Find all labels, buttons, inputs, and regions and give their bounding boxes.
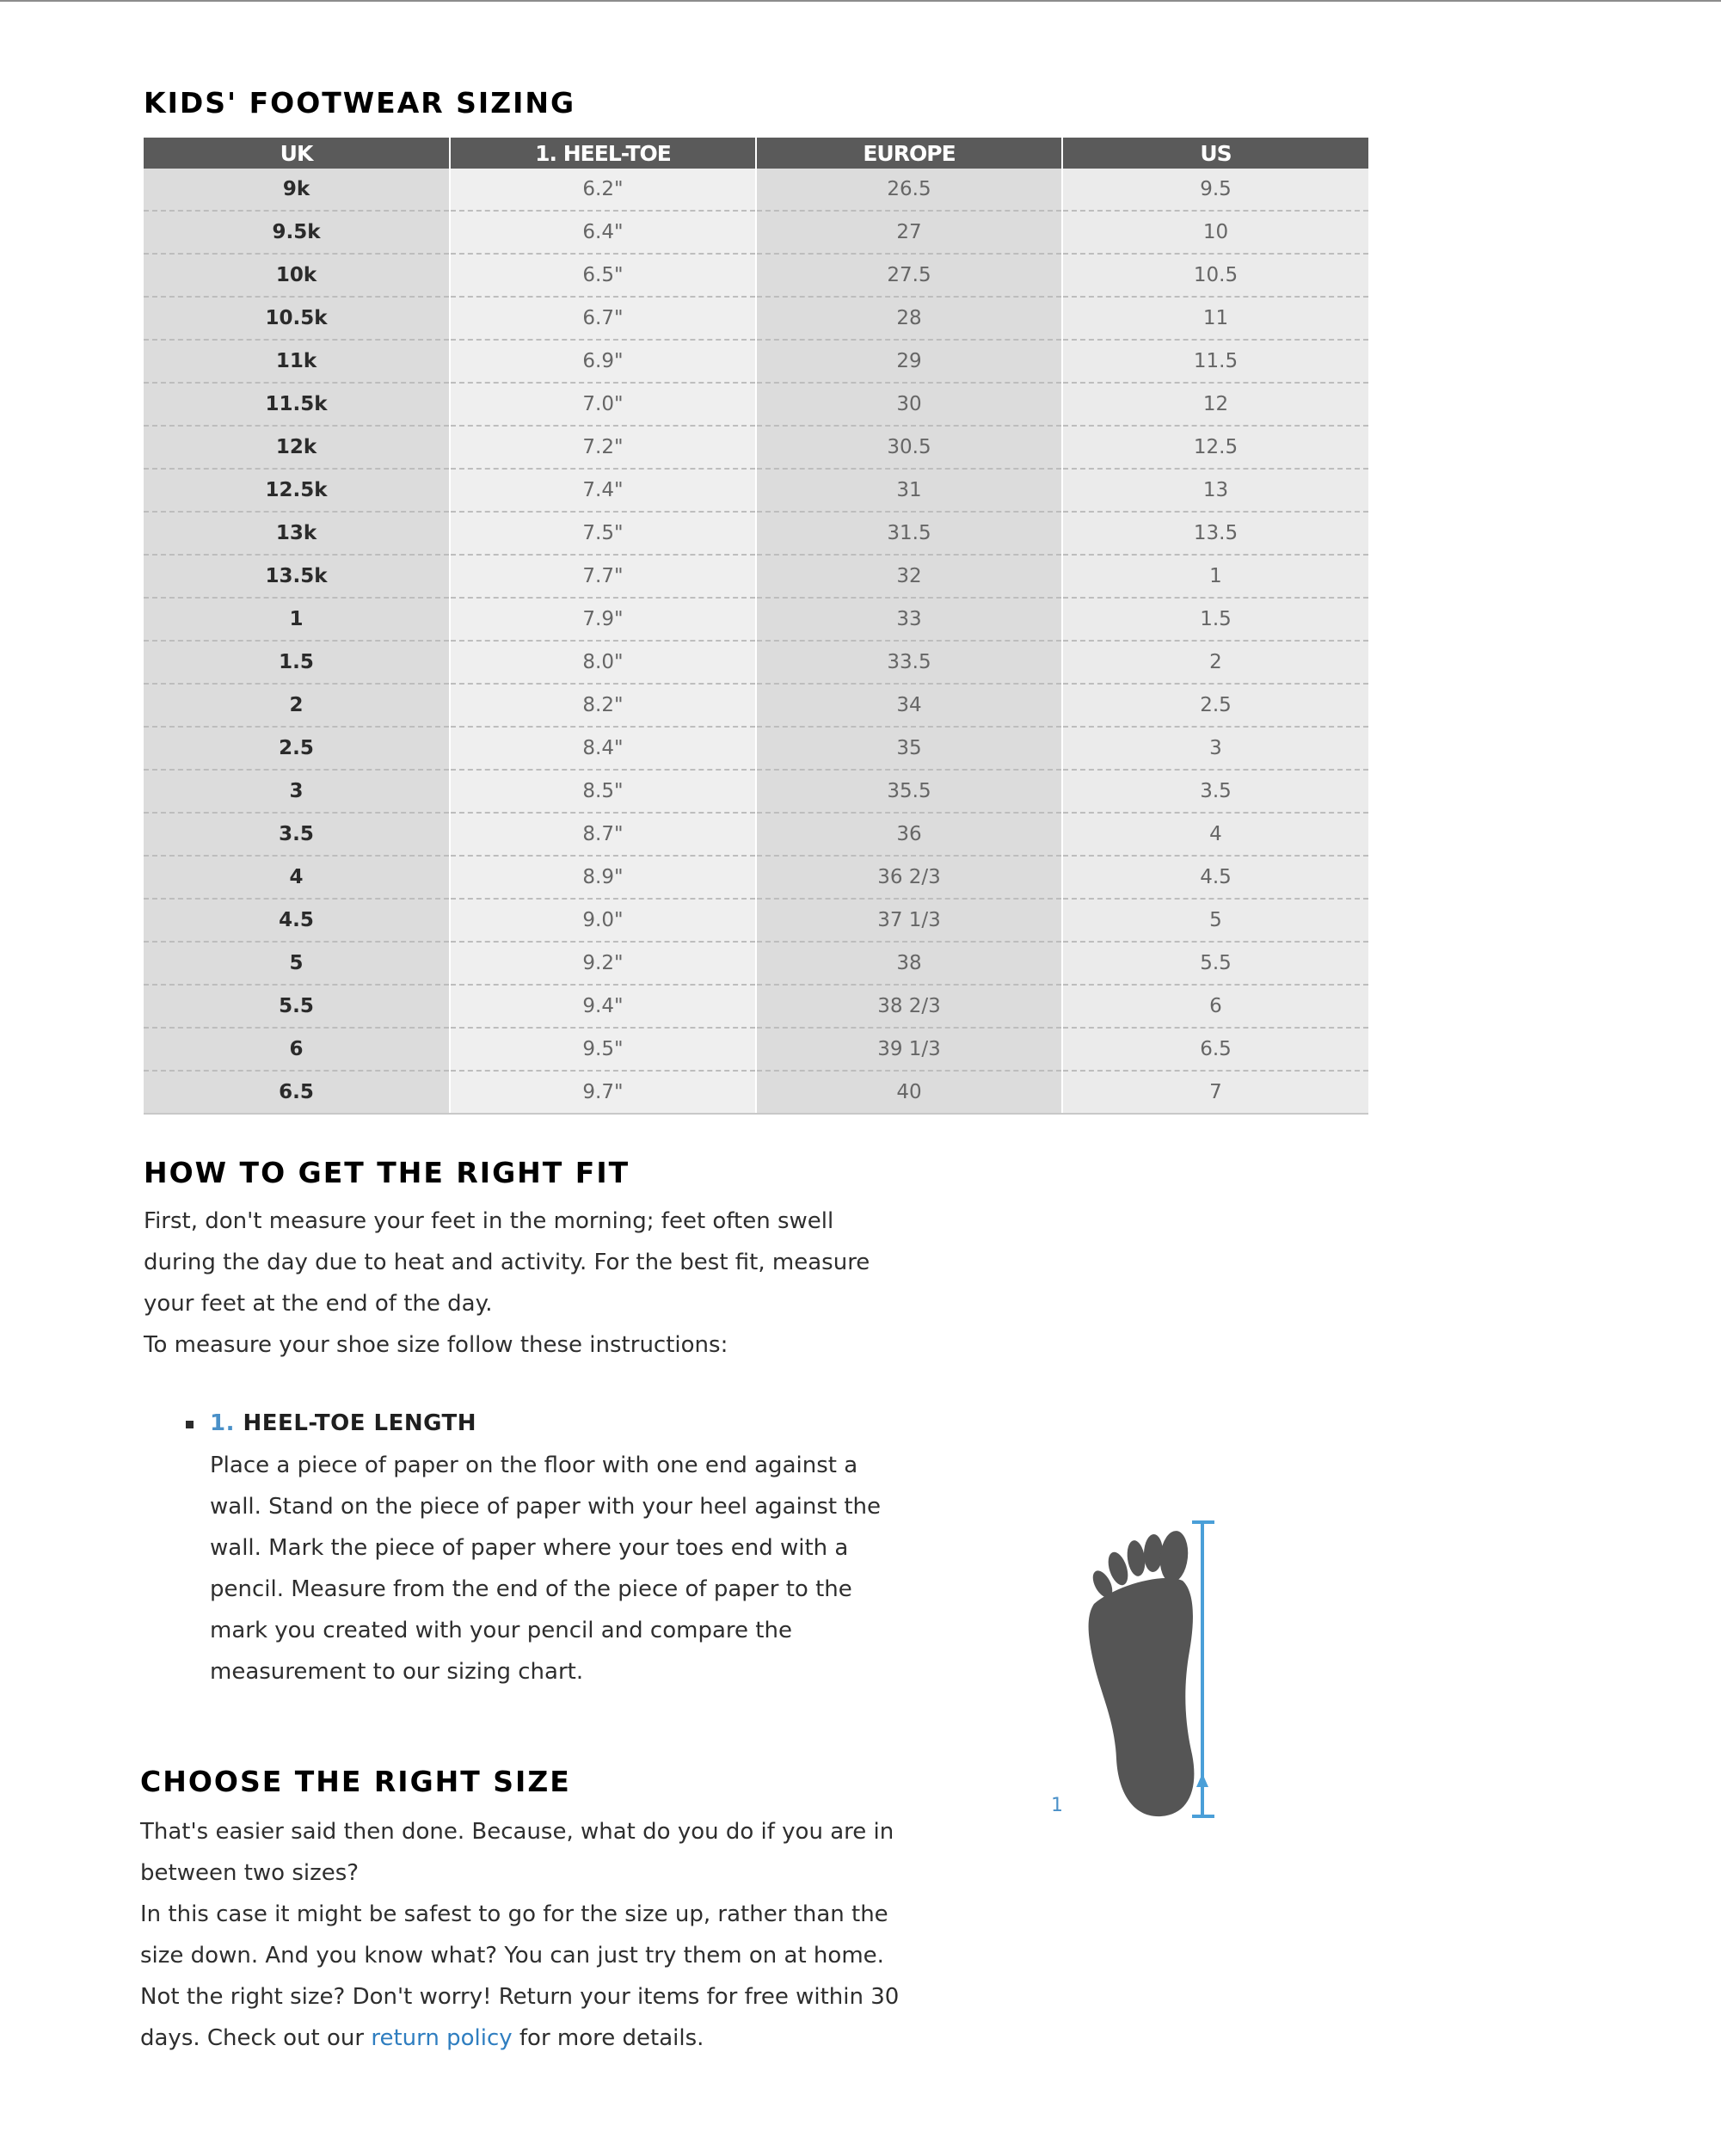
us-size-cell: 11.5 [1062,340,1368,383]
us-size-cell: 4 [1062,813,1368,856]
table-row [144,813,1368,856]
uk-size-cell: 13.5k [144,555,450,598]
column-header-us: US [1062,138,1368,169]
table-row [144,426,1368,469]
europe-size-cell: 37 1/3 [756,899,1062,942]
table-row [144,383,1368,426]
europe-size-cell: 35 [756,727,1062,770]
heel-toe-cell: 7.2" [450,426,756,469]
uk-size-cell: 4.5 [144,899,450,942]
us-size-cell: 2.5 [1062,684,1368,727]
table-row [144,512,1368,555]
heel-toe-cell: 8.5" [450,770,756,813]
table-row [144,169,1368,211]
foot-icon [1032,1505,1256,1832]
europe-size-cell: 30.5 [756,426,1062,469]
heel-toe-cell: 6.2" [450,169,756,211]
sizing-table [144,138,1368,1115]
heel-toe-cell: 6.5" [450,254,756,297]
fit-intro-block [144,1201,900,1366]
uk-size-cell: 3 [144,770,450,813]
us-size-cell: 5.5 [1062,942,1368,985]
europe-size-cell: 30 [756,383,1062,426]
fit-intro-text: First, don't measure your feet in the morning; feet often swell during the day due to heat and activity. For the best fit, measure your feet at the end of the day. [144,1208,870,1317]
table-row [144,985,1368,1028]
europe-size-cell: 35.5 [756,770,1062,813]
foot-measurement-illustration [1032,1505,1256,1832]
us-size-cell: 9.5 [1062,169,1368,211]
europe-size-cell: 26.5 [756,169,1062,211]
heel-toe-cell: 8.7" [450,813,756,856]
uk-size-cell: 11k [144,340,450,383]
heel-toe-cell: 8.0" [450,641,756,684]
uk-size-cell: 2.5 [144,727,450,770]
table-row [144,684,1368,727]
column-header-europe: EUROPE [756,138,1062,169]
fit-section-title: HOW TO GET THE RIGHT FIT [144,1156,630,1189]
heel-toe-cell: 7.7" [450,555,756,598]
column-header-heel-toe: 1. HEEL-TOE [450,138,756,169]
uk-size-cell: 9.5k [144,211,450,254]
us-size-cell: 2 [1062,641,1368,684]
europe-size-cell: 29 [756,340,1062,383]
uk-size-cell: 10.5k [144,297,450,340]
uk-size-cell: 1.5 [144,641,450,684]
table-row [144,555,1368,598]
step-number: 1. [210,1410,235,1436]
table-body [144,169,1368,1114]
us-size-cell: 13 [1062,469,1368,512]
size-paragraph-3-start: Not the right size? Don't worry! Return your items for free within 30 days. Check out our [140,1984,900,2051]
table-row [144,598,1368,641]
us-size-cell: 1.5 [1062,598,1368,641]
heel-toe-cell: 9.5" [450,1028,756,1071]
us-size-cell: 12.5 [1062,426,1368,469]
table-row [144,254,1368,297]
table-row [144,211,1368,254]
table-row [144,856,1368,899]
europe-size-cell: 33 [756,598,1062,641]
table-row [144,727,1368,770]
heel-toe-cell: 9.7" [450,1071,756,1114]
step-body: Place a piece of paper on the floor with one end against a wall. Stand on the piece of paper with your heel against the wall. Mark the piece of paper where your toes end with a pencil. Measure from the end of the piece of paper to the mark you created with your pencil and compare the measurement to our sizing chart. [210,1453,881,1685]
uk-size-cell: 10k [144,254,450,297]
heel-toe-cell: 9.2" [450,942,756,985]
bullet-icon [186,1421,194,1428]
us-size-cell: 3.5 [1062,770,1368,813]
uk-size-cell: 1 [144,598,450,641]
table-header-row [144,138,1368,169]
size-text-block [140,1811,914,2059]
heel-toe-cell: 7.0" [450,383,756,426]
us-size-cell: 10.5 [1062,254,1368,297]
us-size-cell: 4.5 [1062,856,1368,899]
europe-size-cell: 36 [756,813,1062,856]
uk-size-cell: 6.5 [144,1071,450,1114]
heel-toe-cell: 9.4" [450,985,756,1028]
us-size-cell: 11 [1062,297,1368,340]
heel-toe-cell: 7.4" [450,469,756,512]
europe-size-cell: 31 [756,469,1062,512]
table-row [144,340,1368,383]
europe-size-cell: 38 2/3 [756,985,1062,1028]
uk-size-cell: 12k [144,426,450,469]
uk-size-cell: 12.5k [144,469,450,512]
europe-size-cell: 32 [756,555,1062,598]
europe-size-cell: 31.5 [756,512,1062,555]
uk-size-cell: 13k [144,512,450,555]
uk-size-cell: 5 [144,942,450,985]
europe-size-cell: 40 [756,1071,1062,1114]
europe-size-cell: 36 2/3 [756,856,1062,899]
uk-size-cell: 9k [144,169,450,211]
us-size-cell: 1 [1062,555,1368,598]
table-row [144,297,1368,340]
table-row [144,641,1368,684]
europe-size-cell: 33.5 [756,641,1062,684]
uk-size-cell: 4 [144,856,450,899]
uk-size-cell: 11.5k [144,383,450,426]
heel-toe-cell: 6.9" [450,340,756,383]
uk-size-cell: 5.5 [144,985,450,1028]
heel-toe-cell: 8.9" [450,856,756,899]
size-section-title: CHOOSE THE RIGHT SIZE [140,1765,571,1798]
uk-size-cell: 3.5 [144,813,450,856]
table-row [144,469,1368,512]
table-row [144,770,1368,813]
us-size-cell: 10 [1062,211,1368,254]
heel-toe-cell: 8.4" [450,727,756,770]
heel-toe-cell: 6.7" [450,297,756,340]
size-paragraph-3-end: for more details. [512,2025,704,2051]
europe-size-cell: 38 [756,942,1062,985]
us-size-cell: 6.5 [1062,1028,1368,1071]
heel-toe-cell: 6.4" [450,211,756,254]
table-row [144,942,1368,985]
uk-size-cell: 2 [144,684,450,727]
heel-toe-cell: 8.2" [450,684,756,727]
europe-size-cell: 39 1/3 [756,1028,1062,1071]
heel-toe-cell: 9.0" [450,899,756,942]
europe-size-cell: 27 [756,211,1062,254]
europe-size-cell: 34 [756,684,1062,727]
us-size-cell: 7 [1062,1071,1368,1114]
us-size-cell: 5 [1062,899,1368,942]
column-header-uk: UK [144,138,450,169]
fit-instructions-lead: To measure your shoe size follow these instructions: [144,1332,728,1358]
us-size-cell: 3 [1062,727,1368,770]
size-paragraph-1: That's easier said then done. Because, what do you do if you are in between two sizes? [140,1819,894,1886]
table-row [144,1071,1368,1114]
us-size-cell: 13.5 [1062,512,1368,555]
table-row [144,1028,1368,1071]
top-divider [0,0,1721,2]
illustration-label: 1 [1051,1795,1063,1816]
step-title-text: HEEL-TOE LENGTH [243,1410,476,1436]
table-row [144,899,1368,942]
return-policy-link[interactable]: return policy [371,2025,513,2051]
uk-size-cell: 6 [144,1028,450,1071]
us-size-cell: 6 [1062,985,1368,1028]
heel-toe-cell: 7.9" [450,598,756,641]
europe-size-cell: 27.5 [756,254,1062,297]
size-paragraph-2: In this case it might be safest to go for the size up, rather than the size down. And you know what? You can just try them on at home. [140,1901,888,1969]
step-title [210,1404,476,1443]
size-paragraph-3 [140,1976,914,2059]
europe-size-cell: 28 [756,297,1062,340]
us-size-cell: 12 [1062,383,1368,426]
table-title: KIDS' FOOTWEAR SIZING [144,86,576,120]
heel-toe-cell: 7.5" [450,512,756,555]
